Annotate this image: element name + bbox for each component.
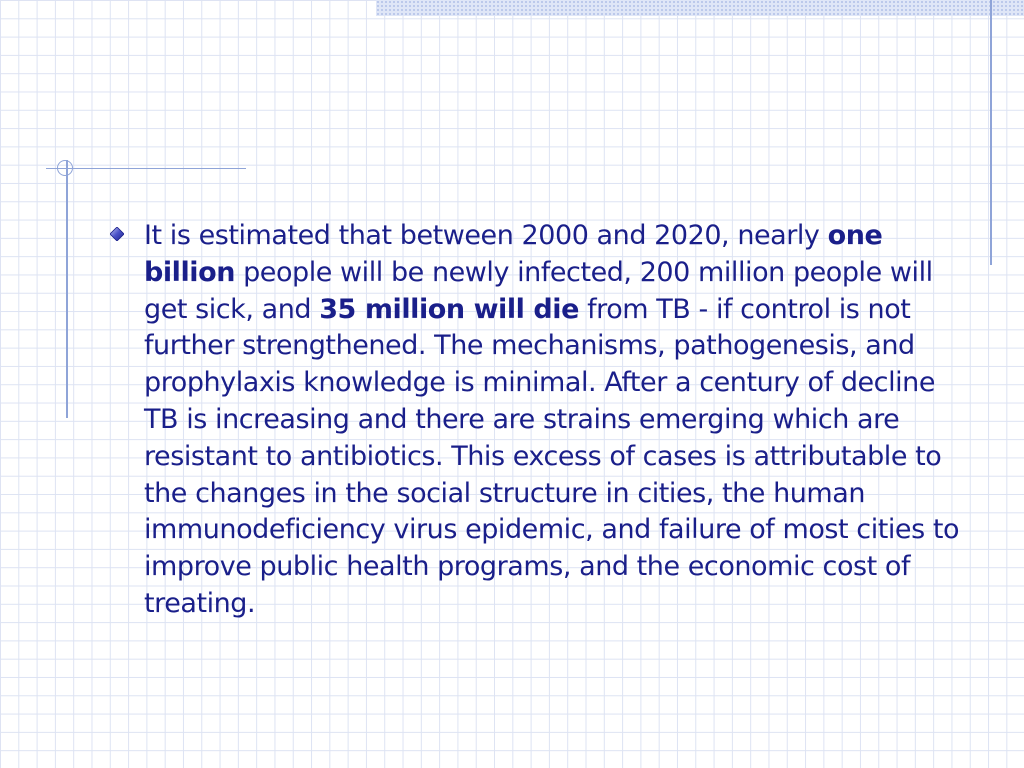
emphasis-one-billion: one billion: [144, 220, 883, 288]
decorative-ring-icon: [57, 160, 73, 176]
decorative-horizontal-rule: [46, 168, 246, 169]
emphasis-35-million-will-die: 35 million will die: [319, 293, 579, 325]
decorative-left-rule: [66, 160, 68, 418]
slide-content: [106, 218, 966, 623]
paragraph-part-2: people will be newly infected, 200 million people will get sick, and: [144, 256, 933, 325]
bullet-item: [106, 218, 966, 623]
decorative-right-rule: [990, 0, 992, 265]
decorative-top-band: [376, 0, 1024, 16]
bullet-paragraph: [144, 218, 966, 623]
paragraph-part-3: from TB - if control is not further strengthened. The mechanisms, pathogenesis, and prophylaxis knowledge is minimal. After a century of decline TB is increasing and there are strains emerging which are resistant to antibiotics. This excess of cases is attributable to the changes in the social structure in cities, the human immunodeficiency virus epidemic, and failure of most cities to improve public health programs, and the economic cost of treating.: [144, 293, 960, 619]
paragraph-part-1: It is estimated that between 2000 and 2020, nearly: [144, 220, 828, 251]
diamond-bullet-icon: [110, 227, 124, 241]
